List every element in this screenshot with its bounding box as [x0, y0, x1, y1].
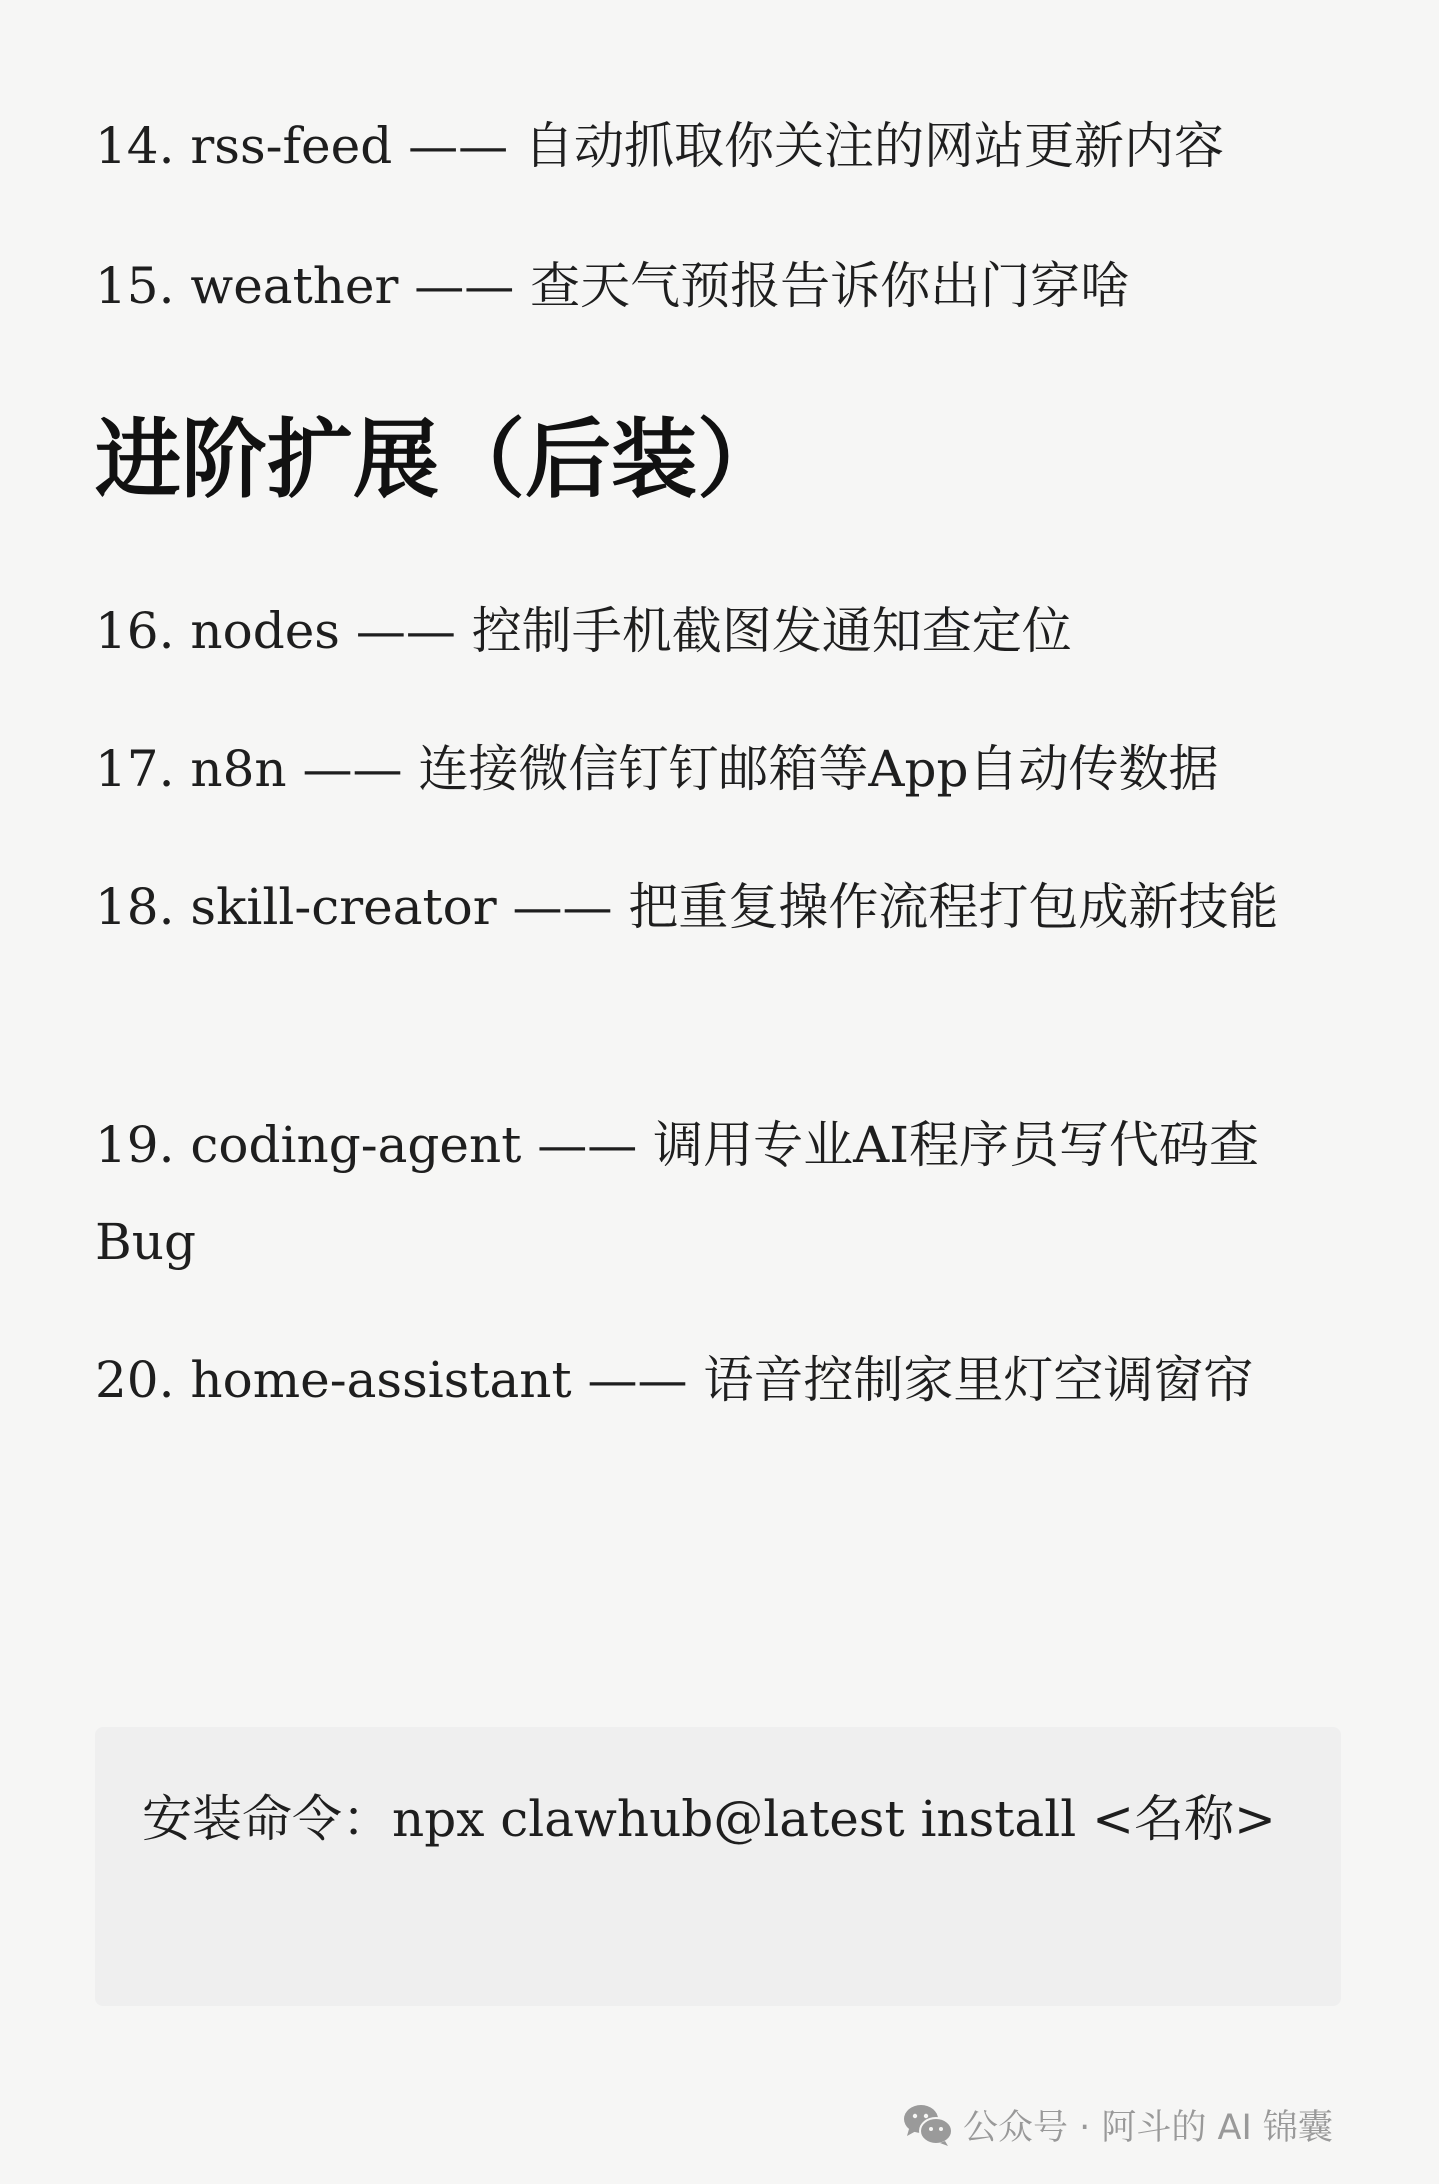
list-item: 19. coding-agent —— 调用专业AI程序员写代码查Bug — [95, 1116, 1259, 1271]
list-item: 15. weather —— 查天气预报告诉你出门穿啥 — [95, 257, 1131, 315]
list-item: 18. skill-creator —— 把重复操作流程打包成新技能 — [95, 878, 1279, 936]
list-item: 20. home-assistant —— 语音控制家里灯空调窗帘 — [95, 1351, 1254, 1409]
watermark — [903, 2100, 1333, 2150]
list-item: 16. nodes —— 控制手机截图发通知查定位 — [95, 602, 1072, 660]
section-heading: 进阶扩展（后装） — [95, 409, 783, 510]
watermark-text: 公众号 · 阿斗的 AI 锦囊 — [963, 2108, 1333, 2148]
install-command-box — [95, 1727, 1341, 2006]
list-item: 14. rss-feed —— 自动抓取你关注的网站更新内容 — [95, 117, 1225, 175]
list-item: 17. n8n —— 连接微信钉钉邮箱等App自动传数据 — [95, 740, 1219, 798]
install-command: 安装命令：npx clawhub@latest install <名称> — [142, 1790, 1276, 1848]
wechat-icon — [903, 2103, 953, 2147]
